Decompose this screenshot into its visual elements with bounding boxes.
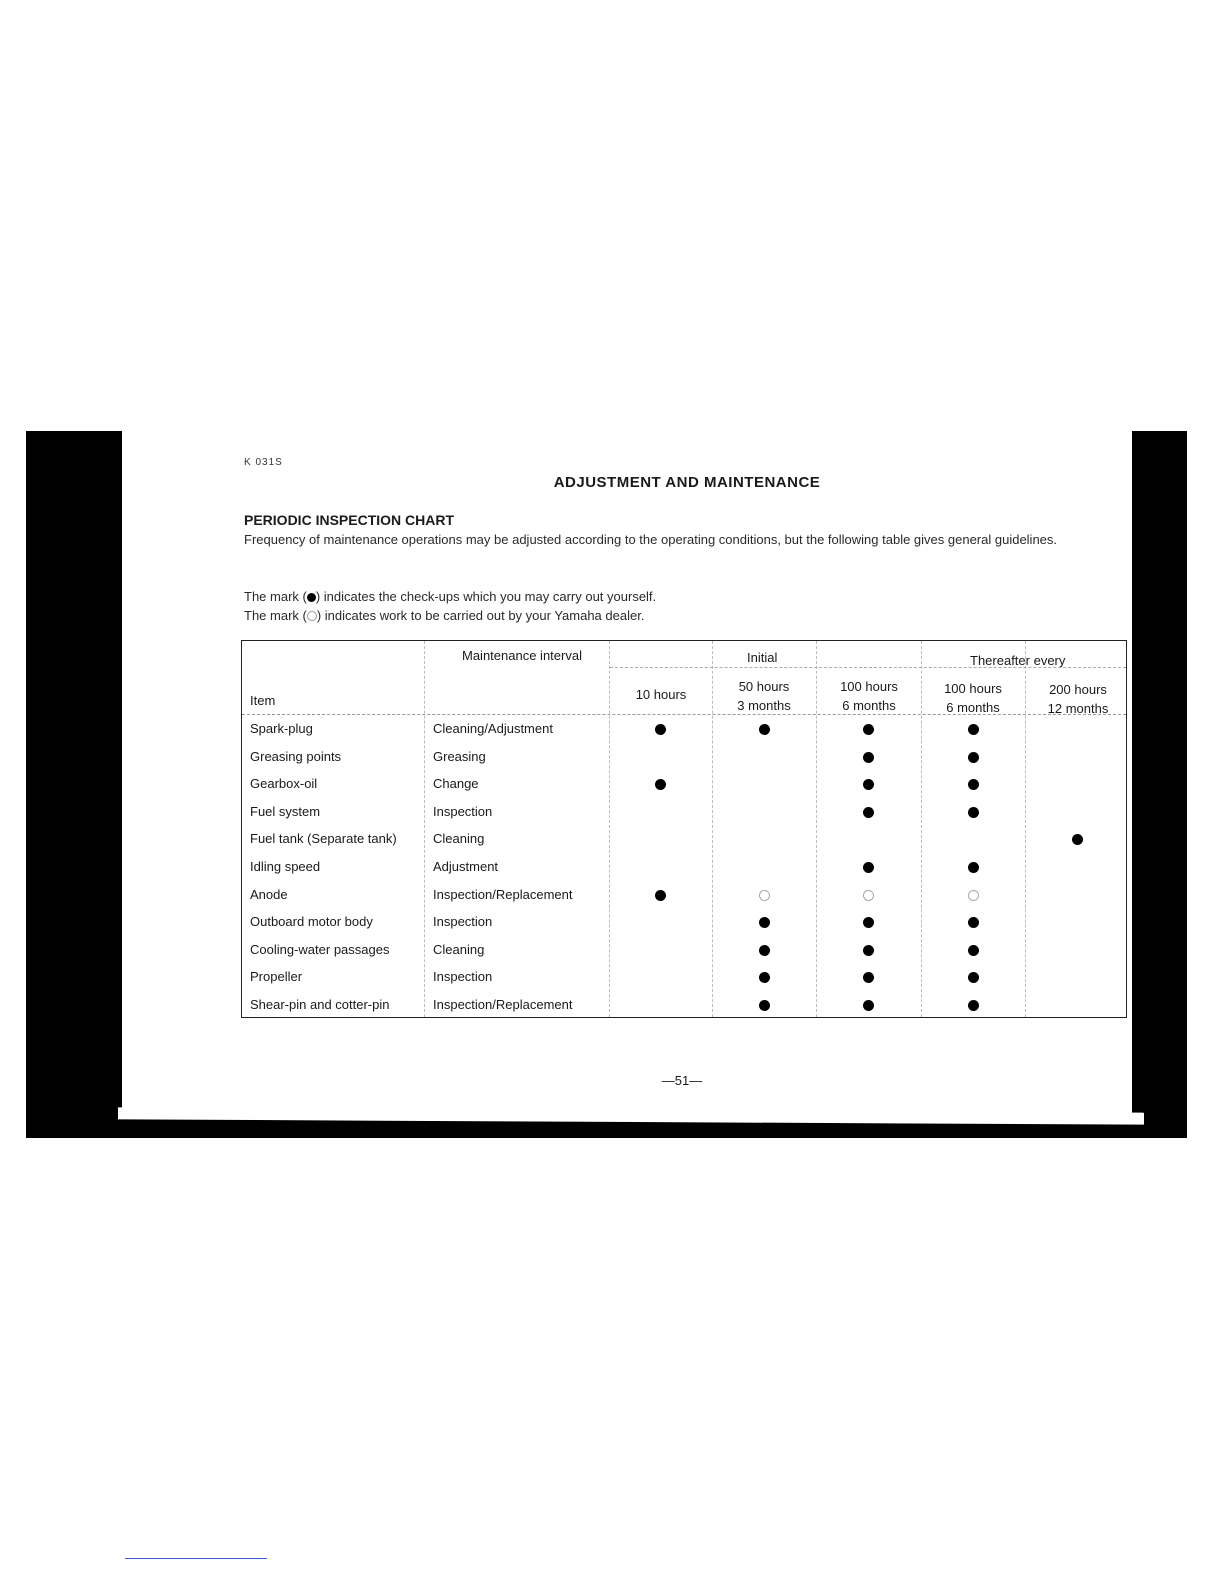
maintenance-interval-header: Maintenance interval: [462, 648, 582, 663]
col-head-100h-every: [923, 679, 1023, 717]
row-item: Fuel system: [250, 803, 321, 819]
col-head-200h-every: [1028, 680, 1128, 718]
table-row: [242, 909, 1126, 937]
initial-header: Initial: [747, 650, 778, 665]
open-circle-icon: [307, 611, 317, 621]
table-row: [242, 799, 1126, 827]
thereafter-header: Thereafter every: [970, 653, 1066, 668]
open-circle-icon: [968, 890, 979, 901]
inspection-table: [241, 640, 1127, 1018]
chart-heading: PERIODIC INSPECTION CHART: [244, 512, 455, 528]
row-work: Cleaning: [433, 831, 485, 847]
table-row: [242, 964, 1126, 992]
row-work: Cleaning: [433, 941, 485, 957]
table-row: [242, 744, 1126, 772]
table-row: [242, 937, 1126, 965]
page-number: —51—: [661, 1073, 703, 1088]
row-work: Inspection/Replacement: [433, 886, 573, 902]
legend-filled-text-before: The mark (: [244, 589, 307, 604]
filled-dot-icon: [968, 1000, 979, 1011]
table-row: [242, 882, 1126, 910]
row-work: Inspection: [433, 914, 493, 930]
filled-dot-icon: [863, 724, 874, 735]
row-item: Gearbox-oil: [250, 776, 318, 792]
row-item: Idling speed: [250, 859, 321, 874]
row-work: Greasing: [433, 748, 486, 764]
filled-dot-icon: [863, 862, 874, 873]
filled-dot-icon: [863, 807, 874, 818]
footer-rule: [125, 1558, 267, 1559]
page-code: K 031S: [244, 457, 283, 468]
filled-dot-icon: [759, 1000, 770, 1011]
col-head-100h-initial: [819, 677, 919, 715]
legend-filled-text-after: ) indicates the check-ups which you may carry out yourself.: [315, 589, 657, 604]
row-item: Shear-pin and cotter-pin: [250, 997, 390, 1012]
filled-dot-icon: [968, 945, 979, 956]
row-item: Cooling-water passages: [250, 941, 390, 957]
filled-dot-icon: [307, 593, 316, 602]
table-row: [242, 826, 1126, 854]
item-header: Item: [250, 693, 276, 708]
col-head-50h: [714, 677, 814, 715]
legend-filled-line: [244, 589, 656, 604]
intro-paragraph: Frequency of maintenance operations may be adjusted according to the operating conditions, but the following table gives general guidelines.: [244, 532, 1058, 547]
row-work: Adjustment: [433, 859, 499, 874]
filled-dot-icon: [759, 945, 770, 956]
filled-dot-icon: [968, 752, 979, 763]
row-item: Anode: [250, 886, 288, 902]
table-row: [242, 771, 1126, 799]
filled-dot-icon: [863, 945, 874, 956]
row-item: Greasing points: [250, 748, 342, 764]
col-head-line1: 50 hours: [738, 679, 790, 694]
col-head-line2: 3 months: [737, 698, 791, 713]
col-head-line1: 100 hours: [944, 681, 1002, 696]
filled-dot-icon: [968, 862, 979, 873]
row-item: Outboard motor body: [250, 914, 373, 930]
filled-dot-icon: [968, 779, 979, 790]
open-circle-icon: [863, 890, 874, 901]
row-work: Inspection: [433, 969, 493, 985]
row-item: Fuel tank (Separate tank): [250, 831, 397, 847]
col-head-10h: [611, 685, 711, 704]
legend-open-line: [244, 608, 644, 623]
filled-dot-icon: [655, 890, 666, 901]
filled-dot-icon: [863, 752, 874, 763]
filled-dot-icon: [655, 779, 666, 790]
filled-dot-icon: [863, 1000, 874, 1011]
filled-dot-icon: [968, 724, 979, 735]
row-work: Inspection/Replacement: [433, 997, 573, 1012]
filled-dot-icon: [968, 972, 979, 983]
filled-dot-icon: [863, 779, 874, 790]
row-item: Propeller: [250, 969, 303, 985]
row-work: Change: [433, 776, 479, 792]
filled-dot-icon: [655, 724, 666, 735]
legend-open-text-before: The mark (: [244, 608, 307, 623]
row-work: Cleaning/Adjustment: [433, 721, 553, 736]
table-row: [242, 716, 1126, 744]
filled-dot-icon: [759, 972, 770, 983]
table-row: [242, 854, 1126, 882]
filled-dot-icon: [863, 917, 874, 928]
legend-open-text-after: ) indicates work to be carried out by your Yamaha dealer.: [316, 608, 645, 623]
filled-dot-icon: [968, 807, 979, 818]
header-subdivider: [610, 667, 1126, 668]
open-circle-icon: [759, 890, 770, 901]
filled-dot-icon: [759, 724, 770, 735]
row-work: Inspection: [433, 803, 493, 819]
filled-dot-icon: [968, 917, 979, 928]
col-head-line2: 6 months: [842, 698, 896, 713]
col-head-line1: 10 hours: [635, 687, 687, 702]
table-row: [242, 992, 1126, 1020]
row-item: Spark-plug: [250, 721, 313, 736]
filled-dot-icon: [759, 917, 770, 928]
col-head-line1: 100 hours: [840, 679, 898, 694]
section-title: ADJUSTMENT AND MAINTENANCE: [553, 474, 821, 491]
col-head-line1: 200 hours: [1049, 682, 1107, 697]
col-head-line2: 12 months: [1047, 701, 1109, 716]
col-head-line2: 6 months: [946, 700, 1000, 715]
filled-dot-icon: [1072, 834, 1083, 845]
filled-dot-icon: [863, 972, 874, 983]
